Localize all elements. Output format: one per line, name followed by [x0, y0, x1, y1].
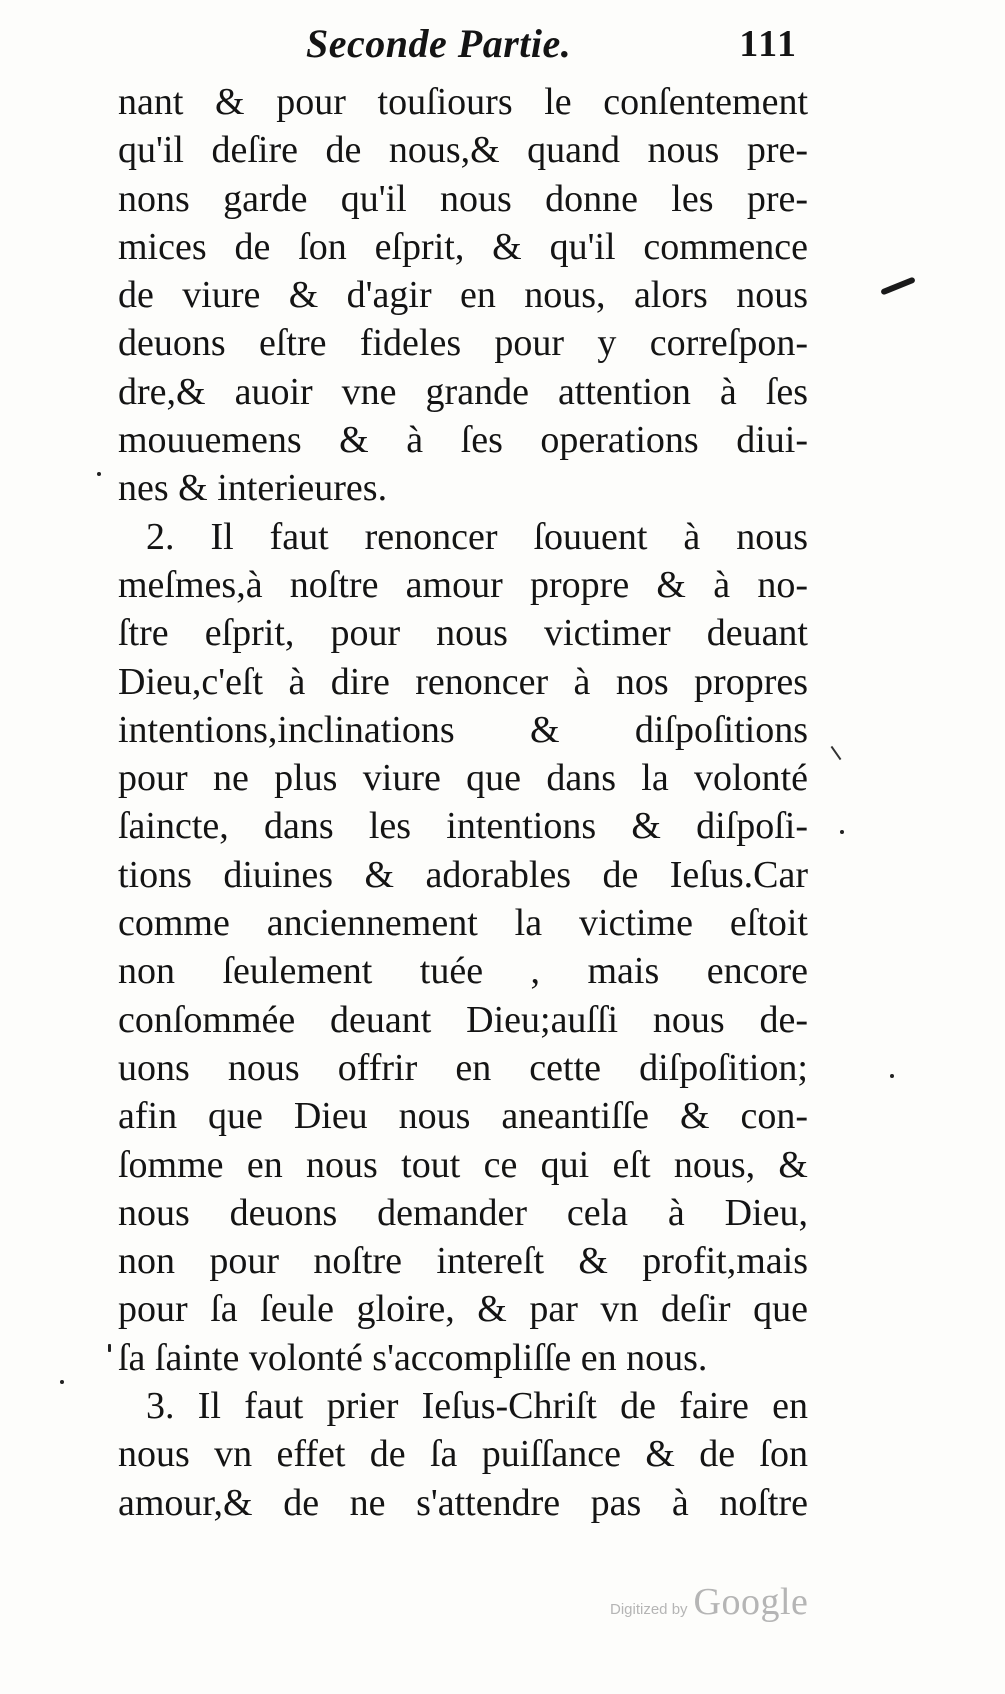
- google-logo: Google: [693, 1581, 809, 1623]
- watermark-prefix: Digitized by: [610, 1601, 688, 1618]
- text-line: intentions,inclinations & diſpoſitions: [118, 708, 808, 751]
- text-line: qu'il deſire de nous,& quand nous pre-: [118, 129, 808, 172]
- text-line: mouuemens & à ſes operations diui-: [118, 419, 808, 462]
- text-line: de viure & d'agir en nous, alors nous: [118, 274, 808, 317]
- text-line: dre,& auoir vne grande attention à ſes: [118, 370, 808, 413]
- text-line: non pour noſtre intereſt & profit,mais: [118, 1240, 808, 1283]
- running-head: [118, 20, 798, 80]
- paragraph-start-line: 2. Il faut renoncer ſouuent à nous: [146, 515, 808, 558]
- text-line: non ſeulement tuée , mais encore: [118, 950, 808, 993]
- text-line: ſtre eſprit, pour nous victimer deuant: [118, 612, 808, 655]
- text-line: nant & pour touſiours le conſentement: [118, 81, 808, 123]
- text-line: meſmes,à noſtre amour propre & à no-: [118, 563, 808, 606]
- text-line: nous vn effet de ſa puiſſance & de ſon: [118, 1433, 808, 1476]
- digitized-watermark: [610, 1580, 808, 1624]
- margin-ink-mark: [831, 746, 842, 760]
- ink-speck: [97, 472, 101, 476]
- text-line: pour ne plus viure que dans la volonté: [118, 757, 808, 800]
- page-number: 111: [739, 23, 798, 65]
- text-line: ſa ſainte volonté s'accompliſſe en nous.: [118, 1336, 708, 1379]
- running-title: Seconde Partie.: [306, 21, 572, 66]
- text-line: deuons eſtre fideles pour y correſpon-: [118, 322, 808, 365]
- body-text: [118, 78, 808, 1527]
- text-line: amour,& de ne s'attendre pas à noſtre: [118, 1481, 808, 1524]
- ink-speck: [60, 1380, 64, 1384]
- text-line: ſaincte, dans les intentions & diſpoſi-: [118, 805, 808, 848]
- text-line: uons nous offrir en cette diſpoſition;: [118, 1046, 808, 1089]
- text-line: Dieu,c'eſt à dire renoncer à nos propres: [118, 660, 808, 703]
- paragraph-start-line: 3. Il faut prier Ieſus-Chriſt de faire en: [146, 1385, 808, 1428]
- text-line: nons garde qu'il nous donne les pre-: [118, 177, 808, 220]
- ink-speck: [890, 1074, 894, 1078]
- ink-speck: [108, 1344, 111, 1352]
- text-line: mices de ſon eſprit, & qu'il commence: [118, 225, 808, 268]
- margin-ink-mark: [880, 276, 916, 295]
- text-line: nes & interieures.: [118, 467, 388, 510]
- text-line: pour ſa ſeule gloire, & par vn deſir que: [118, 1288, 808, 1331]
- text-line: ſomme en nous tout ce qui eſt nous, &: [118, 1143, 808, 1186]
- ink-speck: [840, 830, 844, 834]
- text-line: nous deuons demander cela à Dieu,: [118, 1191, 808, 1234]
- text-line: tions diuines & adorables de Ieſus.Car: [118, 853, 808, 896]
- text-line: comme anciennement la victime eſtoit: [118, 902, 808, 945]
- text-line: afin que Dieu nous aneantiſſe & con-: [118, 1095, 808, 1138]
- text-line: conſommée deuant Dieu;auſſi nous de-: [118, 998, 808, 1041]
